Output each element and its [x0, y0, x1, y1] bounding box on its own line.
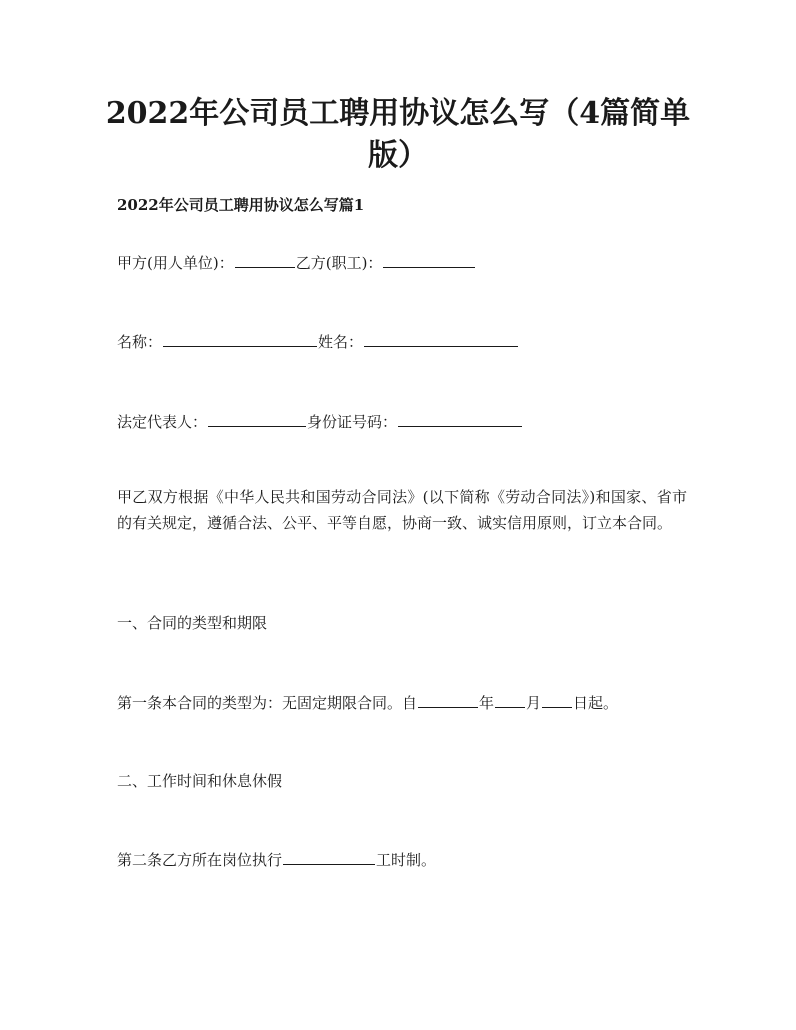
chapter2-heading: 二、工作时间和休息休假	[117, 772, 283, 790]
article1-prefix: 第一条本合同的类型为：无固定期限合同。自	[117, 694, 418, 712]
document-title-line-2: 版）	[368, 138, 428, 173]
article2-line	[117, 848, 436, 872]
person-name-label: 姓名：	[318, 333, 364, 351]
name-label: 名称：	[117, 333, 163, 351]
work-hours-system-blank[interactable]	[283, 848, 375, 865]
party-b-blank[interactable]	[383, 251, 475, 268]
id-number-label: 身份证号码：	[307, 413, 398, 431]
party-a-label: 甲方(用人单位)：	[117, 254, 234, 272]
legal-rep-line	[117, 410, 523, 434]
year-label: 年	[479, 694, 495, 712]
start-year-blank[interactable]	[418, 691, 478, 708]
article2-prefix: 第二条乙方所在岗位执行	[117, 851, 283, 869]
legal-rep-blank[interactable]	[208, 410, 306, 427]
company-name-blank[interactable]	[163, 330, 317, 347]
party-a-blank[interactable]	[235, 251, 295, 268]
article2-suffix: 工时制。	[376, 851, 437, 869]
person-name-blank[interactable]	[364, 330, 518, 347]
document-title-line-1: 2022年公司员工聘用协议怎么写（4篇简单	[105, 96, 691, 131]
id-number-blank[interactable]	[398, 410, 522, 427]
start-day-blank[interactable]	[542, 691, 572, 708]
month-label: 月	[526, 694, 542, 712]
legal-rep-label: 法定代表人：	[117, 413, 208, 431]
intro-paragraph: 甲乙双方根据《中华人民共和国劳动合同法》(以下简称《劳动合同法》)和国家、省市的有关规定，遵循合法、公平、平等自愿，协商一致、诚实信用原则，订立本合同。	[117, 488, 687, 532]
day-label: 日起。	[573, 694, 619, 712]
name-line	[117, 330, 519, 354]
start-month-blank[interactable]	[495, 691, 525, 708]
article1-line	[117, 691, 618, 715]
chapter1-heading: 一、合同的类型和期限	[117, 614, 268, 632]
section-title: 2022年公司员工聘用协议怎么写篇1	[117, 196, 365, 214]
party-b-label: 乙方(职工)：	[295, 254, 383, 272]
party-line	[117, 251, 476, 275]
